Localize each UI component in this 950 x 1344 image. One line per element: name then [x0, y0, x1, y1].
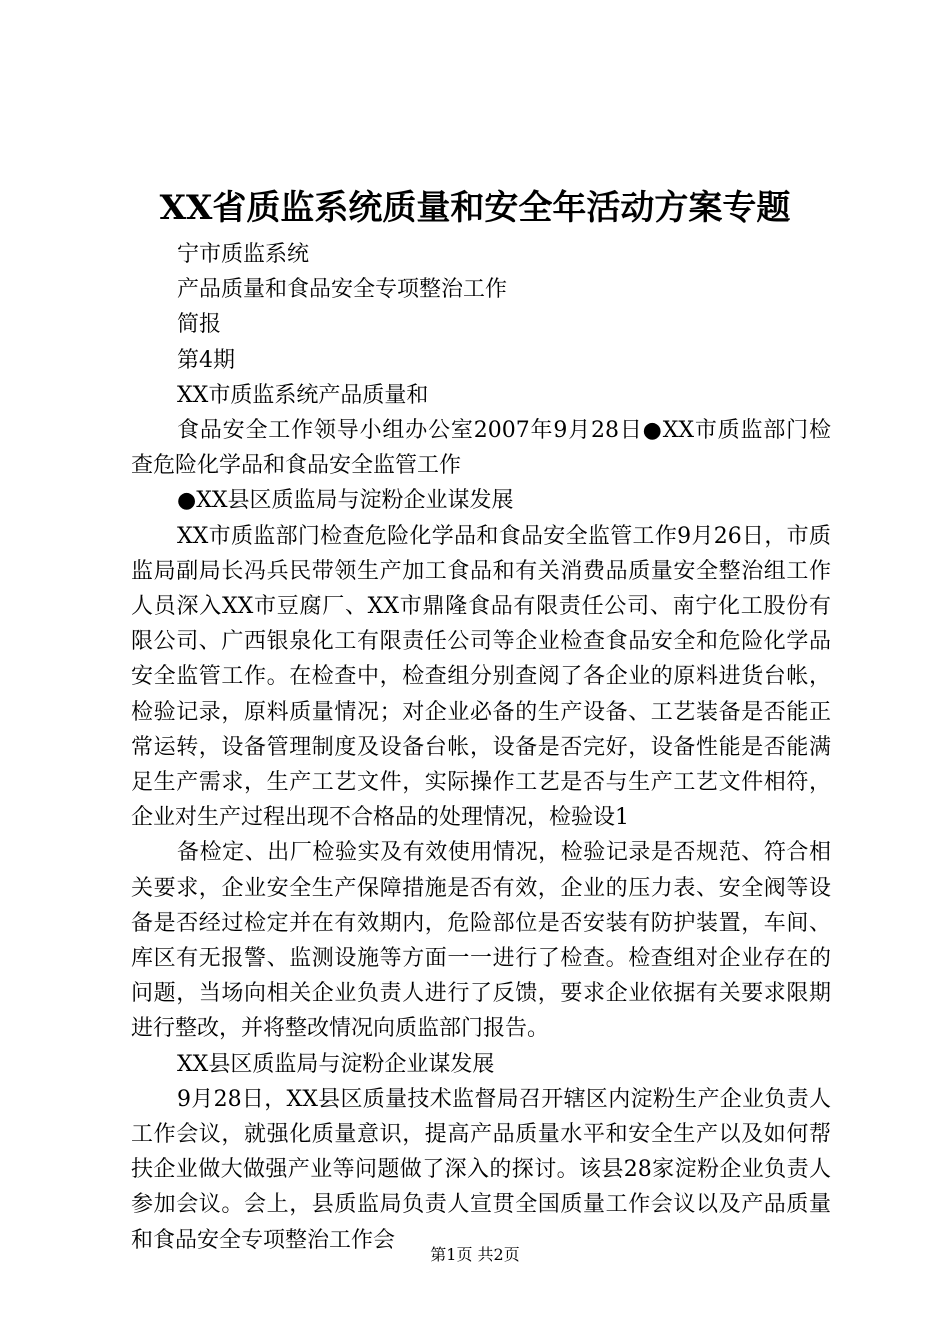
- page-number-footer: 第1页 共2页: [430, 1245, 520, 1264]
- document-title: XX省质监系统质量和安全年活动方案专题: [159, 188, 791, 228]
- office-and-date-line: 食品安全工作领导小组办公室2007年9月28日●XX市质监部门检查危险化学品和食品安全监管工作: [131, 417, 831, 479]
- header-line-issue-number: 第4期: [177, 347, 235, 373]
- header-line-rectification-work: 产品质量和食品安全专项整治工作: [177, 277, 508, 303]
- document-body: [131, 237, 831, 1258]
- section-heading: XX县区质监局与淀粉企业谋发展: [177, 1051, 495, 1077]
- paragraph-inspection: XX市质监部门检查危险化学品和食品安全监管工作9月26日，市质监局副局长冯兵民带领生产加工食品和有关消费品质量安全整治组工作人员深入XX市豆腐厂、XX市鼎隆食品有限责任公司、南宁化工股份有限公司、广西银泉化工有限责任公司等企业检查食品安全和危险化学品安全监管工作。在检查中，检查组分别查阅了各企业的原料进货台帐，检验记录，原料质量情况；对企业必备的生产设备、工艺装备是否能正常运转，设备管理制度及设备台帐，设备是否完好，设备性能是否能满足生产需求，生产工艺文件，实际操作工艺是否与生产工艺文件相符，企业对生产过程出现不合格品的处理情况，检验设1: [131, 523, 831, 831]
- header-line-city-system: 宁市质监系统: [177, 242, 310, 267]
- paragraph-starch-meeting: 9月28日，XX县区质量技术监督局召开辖区内淀粉生产企业负责人工作会议，就强化质量意识，提高产品质量水平和安全生产以及如何帮扶企业做大做强产业等问题做了深入的探讨。该县28家淀粉企业负责人参加会议。会上，县质监局负责人宣贯全国质量工作会议以及产品质量和食品安全专项整治工作会: [131, 1086, 831, 1253]
- paragraph-inspection-continued: 备检定、出厂检验实及有效使用情况，检验记录是否规范、符合相关要求，企业安全生产保障措施是否有效，企业的压力表、安全阀等设备是否经过检定并在有效期内，危险部位是否安装有防护装置，车间、库区有无报警、监测设施等方面一一进行了检查。检查组对企业存在的问题，当场向相关企业负责人进行了反馈，要求企业依据有关要求限期进行整改，并将整改情况向质监部门报告。: [131, 840, 831, 1042]
- header-line-issuing-unit: XX市质监系统产品质量和: [177, 382, 429, 408]
- header-line-bulletin: 简报: [177, 312, 222, 338]
- bullet-item-starch-enterprises: ●XX县区质监局与淀粉企业谋发展: [177, 488, 514, 514]
